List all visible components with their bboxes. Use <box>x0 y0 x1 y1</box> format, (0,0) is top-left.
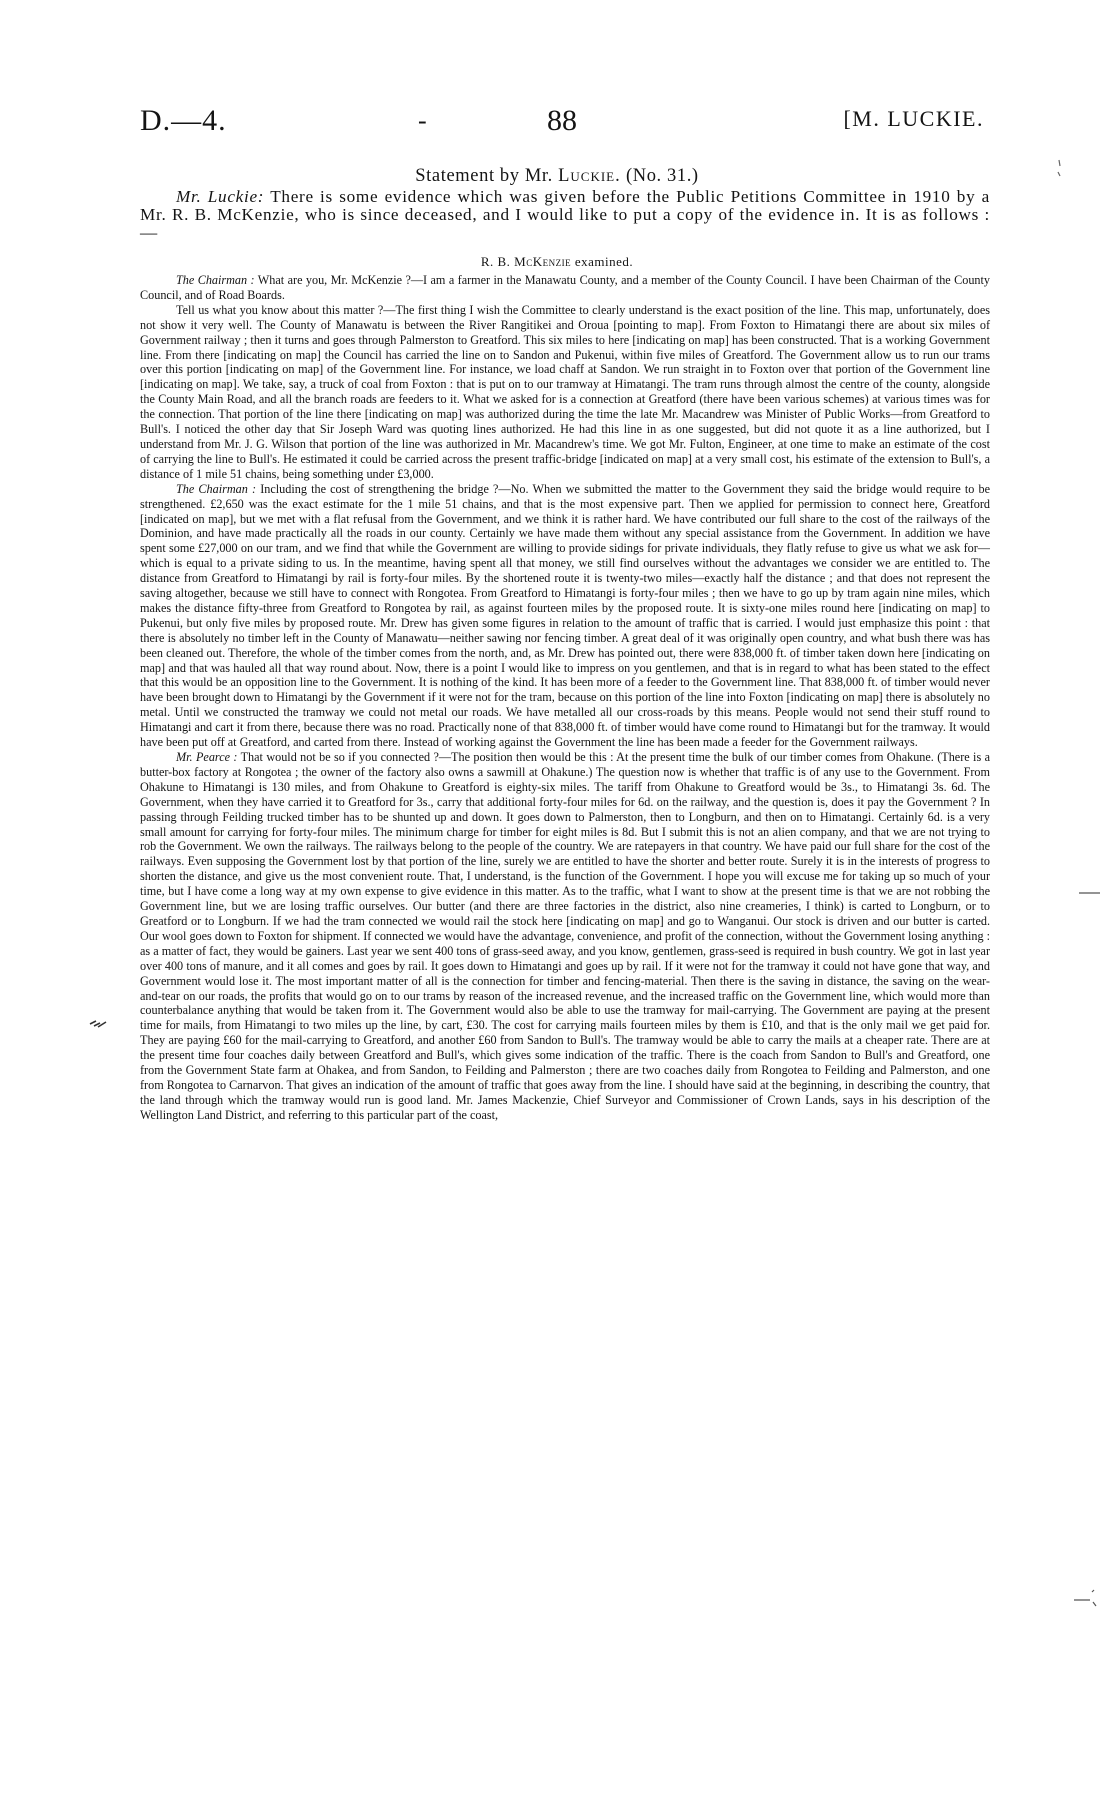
page-number: 88 <box>547 104 577 137</box>
examined-heading <box>0 254 1114 270</box>
paper-reference: D.—4. <box>140 104 227 137</box>
header-witness: [M. LUCKIE. <box>843 106 984 131</box>
margin-scribble-icon <box>1072 1588 1102 1608</box>
intro-speaker: Mr. Luckie: <box>176 187 265 206</box>
intro-paragraph <box>140 188 990 242</box>
evidence-paragraph <box>140 303 990 482</box>
intro-text: There is some evidence which was given before the Public Petitions Committee in 1910 by a Mr. R. B. McKenzie, who is since deceased, and I would like to put a copy of the evidence in. It is as follows :— <box>140 187 990 242</box>
evidence-body <box>140 273 990 1123</box>
margin-speck-icon <box>1054 158 1066 178</box>
margin-mark-icon <box>88 1018 110 1030</box>
evidence-paragraph <box>140 482 990 750</box>
paragraph-speaker: The Chairman : <box>176 481 257 496</box>
paragraph-speaker: The Chairman : <box>176 273 255 287</box>
statement-prefix: Statement by Mr. <box>415 166 553 186</box>
paragraph-text: What are you, Mr. McKenzie ?—I am a farmer in the Manawatu County, and a member of the County Council. I have been Chairman of the County Council, and of Road Boards. <box>140 273 991 302</box>
evidence-paragraph <box>140 750 990 1123</box>
paragraph-text: That would not be so if you connected ?—The position then would be this : At the present time the bulk of our timber comes from Ohakune. (There is a butter-box factory at Rongotea ; the owner of the factory also owns a sawmill at Ohakune.) The question now is whether that traffic is of any use to the Government. From Ohakune to Himatangi is 130 miles, and from Ohakune to Greatford is eighty-six miles. The tariff from Ohakune to Greatford would be 3s., to Himatangi 3s. 6d. The Government, when they have carried it to Greatford for 3s., carry that additional forty-four miles for 6d. on the railway, and the question is, does it pay the Government ? In passing through Feilding trucked timber has to be shunted up and down. It goes down to Palmerston, then to Longburn, and then on to Himatangi. Certainly 6d. is a very small amount for carrying for forty-four miles. The minimum charge for timber for eight miles is 8d. But I submit this is not an alien company, and that we are not trying to rob the Government. We own the railways. The railways belong to the people of the country. We are ratepayers in that country. We have paid our full share for the cost of the railways. Even supposing the Government lost by that portion of the line, surely we are entitled to have the shorter and better route. Surely it is in the interests of progress to shorten the distance, and give us the most convenient route. That, I understand, is the function of the Government. I hope you will excuse me for taking up so much of your time, but I have come a long way at my own expense to give evidence in this matter. As to the traffic, what I want to show at the present time is that we are not robbing the Government line, but we are losing traffic ourselves. Our butter (and there are three factories in the district, also nine creameries, I think) is carted to Longburn, or to Greatford or to Longburn. If we had the tram connected we would rail the stock here [indicating on map] and go to Wanganui. Our stock is driven and our butter is carted. Our wool goes down to Foxton for shipment. If connected we would have the advantage, convenience, and profit of the connection, without the Government losing anything : as a matter of fact, they would be gainers. Last year we sent 400 tons of grass-seed away, and you know, gentlemen, grass-seed is required in bush country. We got in last year over 400 tons of manure, and it all comes and goes by rail. It goes down to Himatangi and goes up by rail. If it were not for the tramway it could not have gone that way, and Government would lose it. The most important matter of all is the connection for timber and fencing-material. Then there is the saving in distance, the saving on the wear-and-tear on our roads, the profits that would go on to our trams by reason of the increased revenue, and the increased traffic on the Government line, which would more than counterbalance anything that would be taken from it. The Government would also be able to use the tramway for mail-carrying. The Government are paying at the present time for mails, from Himatangi to two miles up the line, by cart, £30. The cost for carrying mails fourteen miles by them is £10, and that is the only mail we get paid for. They are paying £60 for the mail-carrying to Greatford, and another £60 from Sandon to Bull's. The tramway would be able to carry the mails at a cheaper rate. There are at the present time four coaches daily between Greatford and Bull's, which gives some indication of the traffic. There is the coach from Sandon to Bull's and Greatford, one from the Government State farm at Ohakea, and from Sandon, to Feilding and Palmerston ; there are two coaches daily from Rongotea to Feilding and Palmerston, and one from Rongotea to Carnarvon. That gives an indication of the amount of traffic that goes away from the line. I should have said at the beginning, in describing the country, that the land through which the tramway would run is good land. Mr. James Mackenzie, Chief Surveyor and Commissioner of Crown Lands, says in his description of the Wellington Land District, and referring to this particular part of the coast, <box>140 750 990 1122</box>
page-header <box>140 104 984 144</box>
statement-number: (No. 31.) <box>625 166 699 186</box>
examined-word: examined. <box>574 254 634 269</box>
statement-name: Luckie. <box>558 166 621 186</box>
evidence-paragraph <box>140 273 990 303</box>
paragraph-text: Tell us what you know about this matter ?—The first thing I wish the Committee to clearly understand is the exact position of the line. This map, unfortunately, does not show it very well. The County of Manawatu is between the River Rangitikei and Oroua [pointing to map]. From Foxton to Himatangi there are about six miles of Government railway ; then it turns and goes through Palmerston to Greatford. This six miles to here [indicating on map] has been constructed. That is a working Government line. From there [indicating on map] the Council has carried the line on to Sandon and Pukenui, within five miles of Greatford. The Government allow us to run our trams over this portion [indicating on map] of the Government line. For instance, we load chaff at Sandon. We run straight in to Foxton over that portion of the Government line [indicating on map]. We take, say, a truck of coal from Foxton : that is put on to our tramway at Himatangi. The tram runs through almost the centre of the county, alongside the County Main Road, and all the branch roads are feeders to it. What we asked for is a connection at Greatford (there have been various schemes) at various times was for the connection. That portion of the line there [indicating on map] was authorized during the time the late Mr. Macandrew was Minister of Public Works—from Greatford to Bull's. I noticed the other day that Sir Joseph Ward was quoting lines authorized. He had this line in as one suggested, but did not quote it as a line authorized, but I understand from Mr. J. G. Wilson that portion of the line was authorized in Mr. Macandrew's time. We got Mr. Fulton, Engineer, at one time to make an estimate of the cost of carrying the line to Bull's. He estimated it could be carried across the present traffic-bridge [indicated on map] at a very small cost, his estimate of the extension to Bull's, a distance of 1 mile 51 chains, being something under £3,000. <box>140 302 990 481</box>
paragraph-speaker: Mr. Pearce : <box>176 750 238 764</box>
margin-dash-icon <box>1078 890 1102 896</box>
statement-title <box>0 166 1114 187</box>
header-dash: - <box>418 106 427 135</box>
paragraph-text: Including the cost of strengthening the bridge ?—No. When we submitted the matter to the Government they said the bridge would require to be strengthened. £2,650 was the exact estimate for the 1 mile 51 chains, and that is the most expensive part. Then we applied for permission to connect here, Greatford [indicated on map], but we met with a flat refusal from the Government, and we think it is rather hard. We have contributed our full share to the cost of the railways of the Dominion, and have made practically all the roads in our county. Certainly we have made them without any special assistance from the Government. In addition we have spent some £27,000 on our tram, and we find that while the Government are willing to provide sidings for private individuals, they flatly refuse to give us what we ask for—which is equal to a private siding to us. In the meantime, having spent all that money, we still find ourselves without the advantages we consider we are entitled to. The distance from Greatford to Himatangi by rail is forty-four miles. By the shortened route it is twenty-two miles—exactly half the distance ; and that does not represent the saving altogether, because we still have to connect with Rongotea. From Greatford to Himatangi is forty-four miles ; then we have to go up by tram again nine miles, which makes the distance fifty-three from Greatford to Rongotea by rail, as against fourteen miles by the proposed route. It is sixty-one miles round here [indicating on map] to Pukenui, but only five miles by proposed route. Mr. Drew has given some figures in relation to the amount of traffic that is carried. I would just emphasize this point : that there is absolutely no timber left in the County of Manawatu—neither sawing nor fencing timber. A great deal of it was originally open country, and what bush there was has been cleaned out. Therefore, the whole of the timber comes from the north, and, as Mr. Drew has pointed out, there were 838,000 ft. of timber taken down here [indicating on map] and that was hauled all that way round about. Now, there is a point I would like to impress on you gentlemen, and that is in regard to what has been stated to the effect that this would be an opposition line to the Government. It is nothing of the kind. It has been more of a feeder to the Government line. That 838,000 ft. of timber would never have been brought down to Himatangi by the Government if it were not for the tram, because on this portion of the line into Foxton [indicating on map] there is absolutely no metal. Until we constructed the tramway we could not metal our roads. We have metalled all our cross-roads by this means. People would not send their stuff round to Himatangi and cart it from there, because there was no road. Practically none of that 838,000 ft. of timber would have come round to Himatangi but for the tramway. It would have been put off at Greatford, and carted from there. Instead of working against the Government the line has been made a feeder for the Government railways. <box>140 481 991 750</box>
witness-name: R. B. McKenzie <box>480 254 572 269</box>
